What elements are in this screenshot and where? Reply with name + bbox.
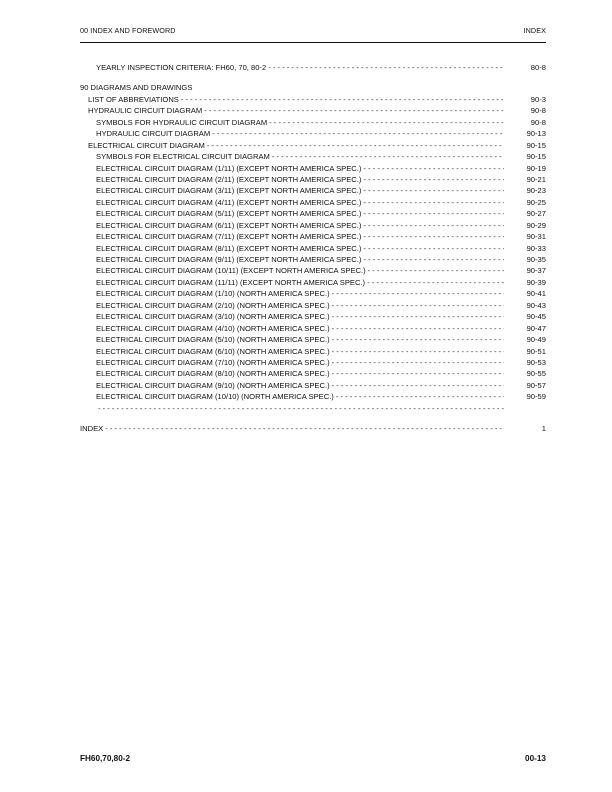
toc-entry[interactable] xyxy=(80,265,546,276)
toc-entry-page: 90-27 xyxy=(526,209,546,219)
header-index-label: INDEX xyxy=(523,26,546,35)
toc-entry-label: HYDRAULIC CIRCUIT DIAGRAM xyxy=(96,129,211,139)
toc-entry[interactable] xyxy=(80,391,546,402)
toc-entry[interactable] xyxy=(80,117,546,128)
toc-entry-page: 90-15 xyxy=(526,140,546,150)
toc-entry-page: 90-25 xyxy=(526,197,546,207)
toc-entry[interactable] xyxy=(80,380,546,391)
toc-entry[interactable] xyxy=(80,254,546,265)
toc-entry-page: 90-13 xyxy=(526,129,546,139)
footer-page-number: 00-13 xyxy=(525,754,546,763)
toc-entry-page: 90-53 xyxy=(526,357,546,367)
toc-entry-label: ELECTRICAL CIRCUIT DIAGRAM (3/10) (NORTH AMERICA SPEC.) xyxy=(96,312,330,322)
toc-entry[interactable] xyxy=(80,174,546,185)
dot-leader xyxy=(363,197,504,208)
dot-leader xyxy=(363,231,504,242)
dot-leader xyxy=(363,220,504,231)
toc-entry[interactable] xyxy=(80,368,546,379)
page-header xyxy=(80,26,546,43)
toc-entry[interactable] xyxy=(80,185,546,196)
table-of-contents xyxy=(80,62,546,435)
toc-entry-page: 90-57 xyxy=(526,380,546,390)
toc-entry-page: 90-15 xyxy=(526,152,546,162)
dot-leader xyxy=(332,368,504,379)
toc-entry[interactable] xyxy=(80,151,546,162)
dot-leader xyxy=(332,311,504,322)
toc-entry-label: ELECTRICAL CIRCUIT DIAGRAM (6/11) (EXCEPT NORTH AMERICA SPEC.) xyxy=(96,220,362,230)
toc-entry-label: ELECTRICAL CIRCUIT DIAGRAM (2/11) (EXCEPT NORTH AMERICA SPEC.) xyxy=(96,174,362,184)
toc-entry-label: ELECTRICAL CIRCUIT DIAGRAM (5/11) (EXCEPT NORTH AMERICA SPEC.) xyxy=(96,209,362,219)
toc-entry[interactable] xyxy=(80,94,546,105)
toc-entry[interactable] xyxy=(80,346,546,357)
toc-entry-yearly-inspection[interactable] xyxy=(80,62,546,73)
dot-leader xyxy=(363,163,504,174)
toc-entry-page: 90-21 xyxy=(526,174,546,184)
toc-entry-label: ELECTRICAL CIRCUIT DIAGRAM (4/10) (NORTH AMERICA SPEC.) xyxy=(96,323,330,333)
toc-entry[interactable] xyxy=(80,231,546,242)
toc-entry[interactable] xyxy=(80,357,546,368)
toc-entry-label: ELECTRICAL CIRCUIT DIAGRAM (9/10) (NORTH AMERICA SPEC.) xyxy=(96,380,330,390)
toc-entry[interactable] xyxy=(80,334,546,345)
toc-entry-page: 90-8 xyxy=(530,106,546,116)
toc-entry-page: 90-47 xyxy=(526,323,546,333)
toc-entry-page: 90-45 xyxy=(526,312,546,322)
toc-entry-page: 90-3 xyxy=(530,94,546,104)
toc-entry-label: ELECTRICAL CIRCUIT DIAGRAM (1/10) (NORTH AMERICA SPEC.) xyxy=(96,289,330,299)
toc-entry-label: ELECTRICAL CIRCUIT DIAGRAM (10/10) (NORTH AMERICA SPEC.) xyxy=(96,392,334,402)
toc-entry-label: ELECTRICAL CIRCUIT DIAGRAM (3/11) (EXCEPT NORTH AMERICA SPEC.) xyxy=(96,186,362,196)
toc-entry[interactable] xyxy=(80,220,546,231)
toc-entry[interactable] xyxy=(80,300,546,311)
toc-entry-label: ELECTRICAL CIRCUIT DIAGRAM (1/11) (EXCEPT NORTH AMERICA SPEC.) xyxy=(96,163,362,173)
toc-entry[interactable] xyxy=(80,128,546,139)
toc-entry-label: SYMBOLS FOR ELECTRICAL CIRCUIT DIAGRAM xyxy=(96,152,270,162)
toc-entry-index[interactable] xyxy=(80,423,546,434)
toc-entry-label: SYMBOLS FOR HYDRAULIC CIRCUIT DIAGRAM xyxy=(96,117,268,127)
toc-entry-page: 90-39 xyxy=(526,277,546,287)
toc-entry-label: ELECTRICAL CIRCUIT DIAGRAM (7/11) (EXCEPT NORTH AMERICA SPEC.) xyxy=(96,232,362,242)
dot-leader xyxy=(332,323,504,334)
toc-entry-page: 90-33 xyxy=(526,243,546,253)
toc-entry-label: ELECTRICAL CIRCUIT DIAGRAM (8/10) (NORTH AMERICA SPEC.) xyxy=(96,369,330,379)
toc-entry[interactable] xyxy=(80,105,546,116)
dot-leader xyxy=(332,380,504,391)
dot-leader xyxy=(268,62,504,73)
toc-entry-page: 90-8 xyxy=(530,117,546,127)
toc-entry-label: HYDRAULIC CIRCUIT DIAGRAM xyxy=(88,106,203,116)
dot-leader xyxy=(368,265,504,276)
toc-entry-page: 90-51 xyxy=(526,346,546,356)
toc-entry-label: ELECTRICAL CIRCUIT DIAGRAM (7/10) (NORTH AMERICA SPEC.) xyxy=(96,357,330,367)
dot-leader xyxy=(105,423,504,434)
dot-leader xyxy=(181,94,504,105)
dot-leader xyxy=(367,277,504,288)
dot-leader xyxy=(363,174,504,185)
dot-leader xyxy=(332,288,504,299)
dot-leader xyxy=(363,254,504,265)
toc-entry-page: 90-43 xyxy=(526,300,546,310)
dot-leader xyxy=(363,185,504,196)
toc-entry-label: ELECTRICAL CIRCUIT DIAGRAM (4/11) (EXCEPT NORTH AMERICA SPEC.) xyxy=(96,197,362,207)
toc-entry[interactable] xyxy=(80,197,546,208)
toc-entry-page: 90-55 xyxy=(526,369,546,379)
toc-entry-label: YEARLY INSPECTION CRITERIA: FH60, 70, 80-2 xyxy=(96,63,267,72)
toc-entry[interactable] xyxy=(80,208,546,219)
header-section-title: 00 INDEX AND FOREWORD xyxy=(80,26,176,35)
toc-entry-label: ELECTRICAL CIRCUIT DIAGRAM (9/11) (EXCEPT NORTH AMERICA SPEC.) xyxy=(96,255,362,264)
toc-entry-label: ELECTRICAL CIRCUIT DIAGRAM (8/11) (EXCEPT NORTH AMERICA SPEC.) xyxy=(96,243,362,253)
toc-entry-page: 90-59 xyxy=(526,392,546,402)
toc-entry-label: INDEX xyxy=(80,424,104,434)
dot-leader xyxy=(363,243,504,254)
toc-entry[interactable] xyxy=(80,277,546,288)
toc-entry-page: 90-37 xyxy=(526,266,546,276)
toc-entry[interactable] xyxy=(80,323,546,334)
toc-entry-label: ELECTRICAL CIRCUIT DIAGRAM (2/10) (NORTH AMERICA SPEC.) xyxy=(96,300,330,310)
footer-model-label: FH60,70,80-2 xyxy=(80,754,131,763)
dot-leader xyxy=(332,334,504,345)
dot-leader xyxy=(332,357,504,368)
dot-leader xyxy=(207,140,504,151)
toc-entry-label: ELECTRICAL CIRCUIT DIAGRAM xyxy=(88,140,205,150)
toc-entry-page: 90-19 xyxy=(526,163,546,173)
toc-entry-label: ELECTRICAL CIRCUIT DIAGRAM (10/11) (EXCEPT NORTH AMERICA SPEC.) xyxy=(96,266,366,276)
toc-entry[interactable] xyxy=(80,243,546,254)
toc-entry-label: LIST OF ABBREVIATIONS xyxy=(88,94,179,104)
toc-entry[interactable] xyxy=(80,140,546,151)
dot-leader xyxy=(272,151,504,162)
dot-leader xyxy=(336,391,504,402)
toc-entry[interactable] xyxy=(80,163,546,174)
toc-entry[interactable] xyxy=(80,311,546,322)
toc-entry-label: ELECTRICAL CIRCUIT DIAGRAM (11/11) (EXCEPT NORTH AMERICA SPEC.) xyxy=(96,277,366,287)
toc-entry-page: 80-8 xyxy=(530,63,546,72)
toc-entry-page: 90-23 xyxy=(526,186,546,196)
toc-entry-page: 90-35 xyxy=(526,255,546,264)
toc-entry-label: ELECTRICAL CIRCUIT DIAGRAM (5/10) (NORTH AMERICA SPEC.) xyxy=(96,335,330,345)
dot-leader xyxy=(212,128,504,139)
toc-entry-page: 1 xyxy=(541,424,546,434)
toc-entry-page: 90-29 xyxy=(526,220,546,230)
dot-leader xyxy=(269,117,504,128)
dot-leader xyxy=(363,208,504,219)
toc-entry-page: 90-31 xyxy=(526,232,546,242)
toc-section-label: 90 DIAGRAMS AND DRAWINGS xyxy=(80,83,193,93)
dot-leader xyxy=(204,105,504,116)
toc-entry[interactable] xyxy=(80,403,546,414)
toc-entry[interactable] xyxy=(80,288,546,299)
dot-leader xyxy=(332,300,504,311)
toc-entry-page: 90-41 xyxy=(526,289,546,299)
dot-leader xyxy=(98,403,504,414)
toc-entry-label: ELECTRICAL CIRCUIT DIAGRAM (6/10) (NORTH AMERICA SPEC.) xyxy=(96,346,330,356)
toc-section-heading-90[interactable] xyxy=(80,82,546,93)
dot-leader xyxy=(332,346,504,357)
toc-entry-page: 90-49 xyxy=(526,335,546,345)
page-footer xyxy=(80,754,546,763)
